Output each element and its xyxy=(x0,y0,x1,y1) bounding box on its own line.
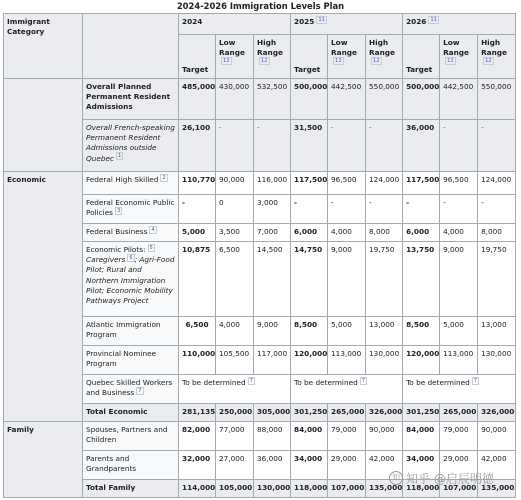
value-cell: 34,000 xyxy=(403,451,440,480)
row-label-federal-high-skilled: Federal High Skilled $^2$ xyxy=(83,172,179,195)
value-cell: 8,000 xyxy=(366,224,403,242)
category-cell-blank xyxy=(4,79,83,172)
value-cell: 118,000 xyxy=(403,480,440,498)
value-cell: 130,000 xyxy=(366,346,403,375)
value-cell: 0 xyxy=(216,195,254,224)
value-cell: 130,000 xyxy=(254,480,291,498)
footnote-ref[interactable]: 7 xyxy=(361,377,366,384)
value-cell: 550,000 xyxy=(478,79,516,120)
value-cell: 265,000 xyxy=(328,404,366,422)
value-cell: 29,000 xyxy=(328,451,366,480)
value-cell: 29,000 xyxy=(440,451,478,480)
value-cell: 113,000 xyxy=(440,346,478,375)
value-cell: 6,000 xyxy=(291,224,328,242)
row-label-total-economic: Total Economic xyxy=(83,404,179,422)
header-year-2026: 2026 $^{11}$ xyxy=(403,14,516,35)
value-cell: 326,000 xyxy=(366,404,403,422)
value-cell: 117,500 xyxy=(291,172,328,195)
category-cell-family: Family xyxy=(4,422,83,498)
value-cell: 4,000 xyxy=(216,317,254,346)
value-cell: 13,750 xyxy=(403,242,440,317)
value-cell: 305,000 xyxy=(254,404,291,422)
header-high-range: High Range $^{12}$ xyxy=(254,35,291,79)
table-row xyxy=(4,172,516,195)
value-cell: - xyxy=(440,120,478,172)
value-cell: 31,500 xyxy=(291,120,328,172)
value-cell: 3,500 xyxy=(216,224,254,242)
value-cell: 8,000 xyxy=(478,224,516,242)
footnote-ref[interactable]: 1 xyxy=(118,153,122,160)
value-cell: 7,000 xyxy=(254,224,291,242)
value-cell: 96,500 xyxy=(328,172,366,195)
value-cell: 110,000 xyxy=(179,346,216,375)
footnote-ref[interactable]: 12 xyxy=(373,57,380,64)
value-cell: 124,000 xyxy=(366,172,403,195)
value-cell: 79,000 xyxy=(440,422,478,451)
header-year-2025: 2025 $^{11}$ xyxy=(291,14,403,35)
value-cell: - xyxy=(328,120,366,172)
value-cell: 301,250 xyxy=(403,404,440,422)
table-row xyxy=(4,79,516,120)
value-cell: 8,500 xyxy=(403,317,440,346)
immigration-levels-table xyxy=(3,13,516,498)
value-cell: 13,000 xyxy=(478,317,516,346)
value-cell: 118,000 xyxy=(291,480,328,498)
to-be-determined-cell: To be determined $^7$ xyxy=(403,375,516,404)
value-cell: - xyxy=(478,120,516,172)
value-cell: 5,000 xyxy=(440,317,478,346)
value-cell: 5,000 xyxy=(328,317,366,346)
header-low-range: Low Range $^{12}$ xyxy=(328,35,366,79)
row-label-spouses-partners-children: Spouses, Partners and Children xyxy=(83,422,179,451)
value-cell: - xyxy=(179,195,216,224)
table-row xyxy=(4,422,516,451)
value-cell: 6,000 xyxy=(403,224,440,242)
footnote-ref[interactable]: 12 xyxy=(261,57,268,64)
value-cell: 10,875 xyxy=(179,242,216,317)
value-cell: 301,250 xyxy=(291,404,328,422)
value-cell: 90,000 xyxy=(216,172,254,195)
footnote-ref[interactable]: 12 xyxy=(335,57,342,64)
value-cell: 120,000 xyxy=(291,346,328,375)
value-cell: 36,000 xyxy=(254,451,291,480)
row-label-total-family: Total Family xyxy=(83,480,179,498)
footnote-ref[interactable]: 11 xyxy=(430,16,437,23)
value-cell: - xyxy=(254,120,291,172)
header-target: Target xyxy=(179,35,216,79)
row-label-atlantic-immigration-program: Atlantic Immigration Program xyxy=(83,317,179,346)
value-cell: 281,135 xyxy=(179,404,216,422)
value-cell: 442,500 xyxy=(440,79,478,120)
header-immigrant-category: Immigrant Category xyxy=(4,14,83,79)
value-cell: 42,000 xyxy=(478,451,516,480)
value-cell: 8,500 xyxy=(291,317,328,346)
to-be-determined-cell: To be determined $^7$ xyxy=(179,375,291,404)
value-cell: 114,000 xyxy=(179,480,216,498)
footnote-ref[interactable]: 7 xyxy=(138,387,142,394)
value-cell: 42,000 xyxy=(366,451,403,480)
value-cell: 6,500 xyxy=(216,242,254,317)
row-label-provincial-nominee-program: Provincial Nominee Program xyxy=(83,346,179,375)
row-label-economic-pilots: Economic Pilots: $^5$ Caregivers $^6$ ; Agri-Food Pilot; Rural and Northern Immigration Pilot; Economic Mobility Pathways Project xyxy=(83,242,179,317)
value-cell: 88,000 xyxy=(254,422,291,451)
value-cell: 6,500 xyxy=(179,317,216,346)
header-year-2024: 2024 xyxy=(179,14,291,35)
value-cell: 500,000 xyxy=(291,79,328,120)
value-cell: 9,000 xyxy=(440,242,478,317)
value-cell: 130,000 xyxy=(478,346,516,375)
header-target: Target xyxy=(291,35,328,79)
footnote-ref[interactable]: 3 xyxy=(117,207,121,214)
value-cell: 34,000 xyxy=(291,451,328,480)
value-cell: 90,000 xyxy=(366,422,403,451)
value-cell: 107,000 xyxy=(328,480,366,498)
value-cell: 4,000 xyxy=(440,224,478,242)
row-label-french-speaking: Overall French-speaking Permanent Resident Admissions outside Quebec $^1$ xyxy=(83,120,179,172)
value-cell: 5,000 xyxy=(179,224,216,242)
value-cell: 26,100 xyxy=(179,120,216,172)
value-cell: 82,000 xyxy=(179,422,216,451)
value-cell: 250,000 xyxy=(216,404,254,422)
value-cell: 500,000 xyxy=(403,79,440,120)
value-cell: 36,000 xyxy=(403,120,440,172)
header-low-range: Low Range $^{12}$ xyxy=(440,35,478,79)
value-cell: - xyxy=(440,195,478,224)
row-label-parents-grandparents: Parents and Grandparents xyxy=(83,451,179,480)
value-cell: - xyxy=(478,195,516,224)
header-low-range: Low Range $^{12}$ xyxy=(216,35,254,79)
footnote-ref[interactable]: 5 xyxy=(149,244,153,251)
value-cell: 550,000 xyxy=(366,79,403,120)
value-cell: 4,000 xyxy=(328,224,366,242)
value-cell: 124,000 xyxy=(478,172,516,195)
value-cell: 14,750 xyxy=(291,242,328,317)
value-cell: 9,000 xyxy=(254,317,291,346)
header-high-range: High Range $^{12}$ xyxy=(366,35,403,79)
value-cell: 135,000 xyxy=(366,480,403,498)
value-cell: 265,000 xyxy=(440,404,478,422)
value-cell: - xyxy=(366,195,403,224)
value-cell: 13,000 xyxy=(366,317,403,346)
row-label-federal-business: Federal Business $^4$ xyxy=(83,224,179,242)
watermark-text: 知乎 @启辰明德 xyxy=(406,471,494,486)
header-blank xyxy=(83,14,179,79)
value-cell: 117,500 xyxy=(403,172,440,195)
footnote-ref[interactable]: 12 xyxy=(485,57,492,64)
value-cell: 105,500 xyxy=(216,346,254,375)
header-target: Target xyxy=(403,35,440,79)
value-cell: 77,000 xyxy=(216,422,254,451)
value-cell: 19,750 xyxy=(478,242,516,317)
value-cell: 90,000 xyxy=(478,422,516,451)
value-cell: 9,000 xyxy=(328,242,366,317)
value-cell: 96,500 xyxy=(440,172,478,195)
footnote-ref[interactable]: 2 xyxy=(162,174,166,181)
to-be-determined-cell: To be determined $^7$ xyxy=(291,375,403,404)
value-cell: 135,000 xyxy=(478,480,516,498)
value-cell: 113,000 xyxy=(328,346,366,375)
footnote-ref[interactable]: 6 xyxy=(129,254,133,261)
table-caption: 2024-2026 Immigration Levels Plan xyxy=(176,1,345,11)
row-label-overall-planned: Overall Planned Permanent Resident Admissions xyxy=(83,79,179,120)
value-cell: - xyxy=(216,120,254,172)
value-cell: 442,500 xyxy=(328,79,366,120)
value-cell: 84,000 xyxy=(403,422,440,451)
value-cell: - xyxy=(328,195,366,224)
value-cell: 120,000 xyxy=(403,346,440,375)
footnote-ref[interactable]: 4 xyxy=(151,226,155,233)
value-cell: 105,000 xyxy=(216,480,254,498)
value-cell: - xyxy=(291,195,328,224)
value-cell: 116,000 xyxy=(254,172,291,195)
footnote-ref[interactable]: 7 xyxy=(249,377,253,384)
value-cell: - xyxy=(366,120,403,172)
footnote-ref[interactable]: 7 xyxy=(473,377,478,384)
value-cell: 532,500 xyxy=(254,79,291,120)
value-cell: 107,000 xyxy=(440,480,478,498)
value-cell: 84,000 xyxy=(291,422,328,451)
category-cell-economic: Economic xyxy=(4,172,83,422)
value-cell: 430,000 xyxy=(216,79,254,120)
value-cell: 27,000 xyxy=(216,451,254,480)
value-cell: - xyxy=(403,195,440,224)
footnote-ref[interactable]: 12 xyxy=(223,57,230,64)
value-cell: 110,770 xyxy=(179,172,216,195)
value-cell: 326,000 xyxy=(478,404,516,422)
value-cell: 14,500 xyxy=(254,242,291,317)
footnote-ref[interactable]: 11 xyxy=(318,16,325,23)
row-label-quebec-skilled-workers: Quebec Skilled Workers and Business $^7$ xyxy=(83,375,179,404)
value-cell: 3,000 xyxy=(254,195,291,224)
value-cell: 32,000 xyxy=(179,451,216,480)
footnote-ref[interactable]: 12 xyxy=(447,57,454,64)
zhihu-watermark xyxy=(389,468,494,488)
zhihu-logo-icon: 知 xyxy=(389,471,403,485)
header-high-range: High Range $^{12}$ xyxy=(478,35,516,79)
value-cell: 485,000 xyxy=(179,79,216,120)
value-cell: 19,750 xyxy=(366,242,403,317)
row-label-federal-economic-public-policies: Federal Economic Public Policies $^3$ xyxy=(83,195,179,224)
value-cell: 117,000 xyxy=(254,346,291,375)
value-cell: 79,000 xyxy=(328,422,366,451)
